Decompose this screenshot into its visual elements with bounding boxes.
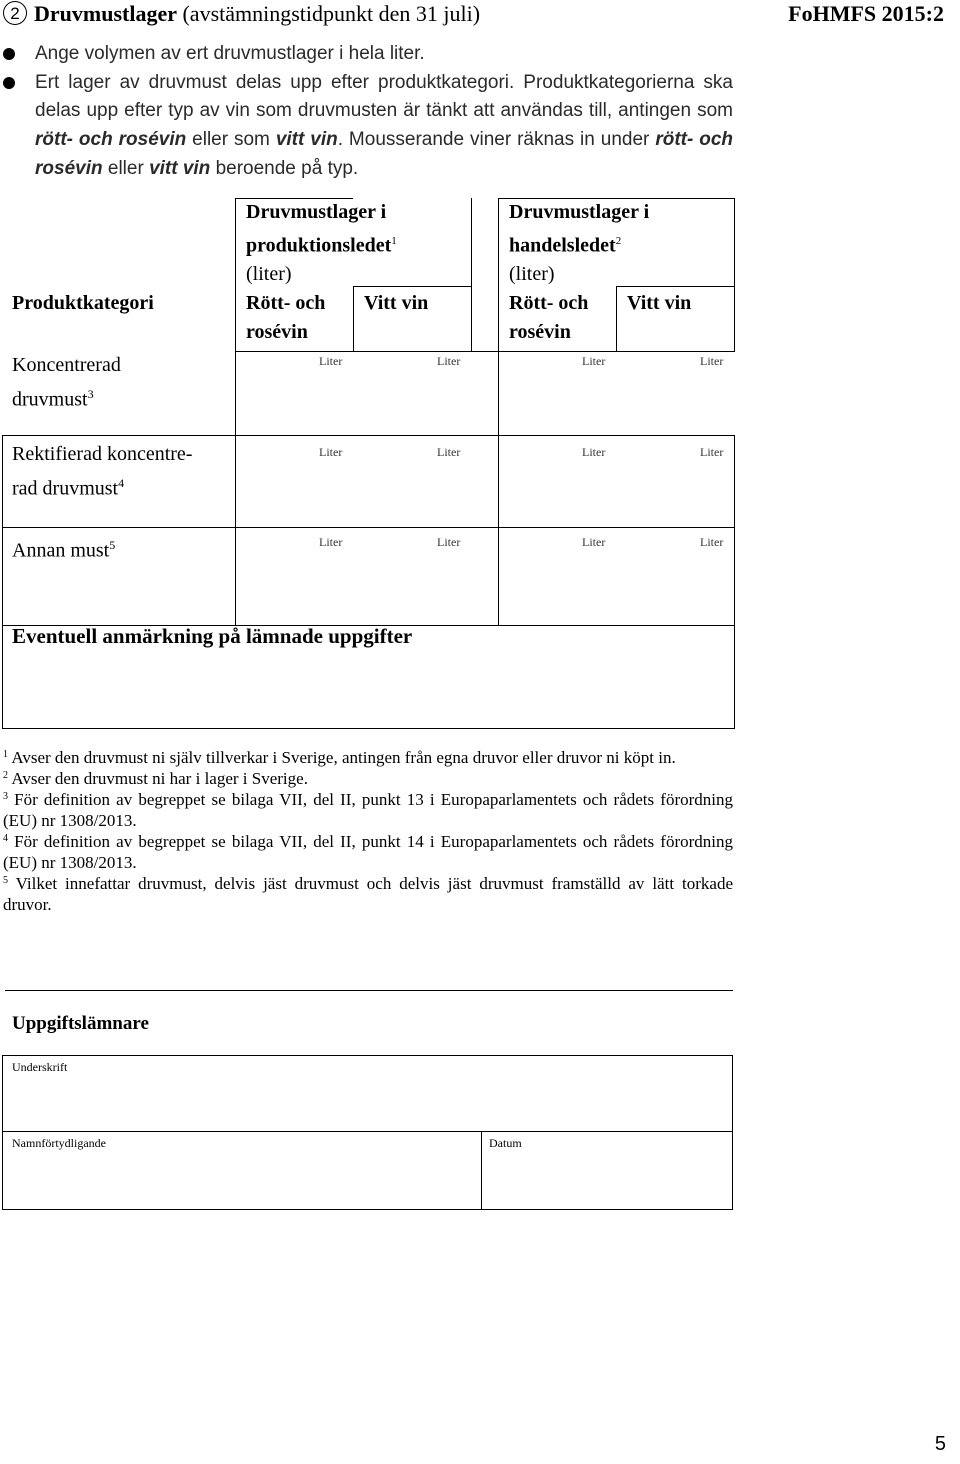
table-border bbox=[498, 198, 499, 625]
white-wine-header: Vitt vin bbox=[627, 292, 692, 314]
table-border bbox=[734, 435, 735, 729]
section-title: Druvmustlager bbox=[34, 1, 177, 26]
footnote-number: 1 bbox=[3, 749, 8, 760]
footnote-text: Avser den druvmust ni själv tillverkar i Sverige, antingen från egna druvor eller druvor ni köpt in. bbox=[11, 748, 676, 767]
footnote-ref: 5 bbox=[109, 538, 116, 552]
date-field[interactable] bbox=[482, 1132, 732, 1209]
row-label bbox=[12, 531, 115, 565]
white-wine-header: Vitt vin bbox=[364, 292, 429, 314]
section-subtitle: (avstämningstidpunkt den 31 juli) bbox=[176, 1, 481, 26]
footnote bbox=[3, 873, 733, 915]
liter-input-cell[interactable]: Liter bbox=[700, 445, 724, 459]
table-border bbox=[734, 198, 735, 351]
unit-text: (liter) bbox=[509, 262, 555, 285]
liter-input-cell[interactable]: Liter bbox=[700, 354, 724, 368]
row-label bbox=[12, 351, 121, 414]
submitter-title: Uppgiftslämnare bbox=[12, 1013, 149, 1034]
instruction-item bbox=[3, 40, 733, 69]
table-border bbox=[471, 198, 472, 351]
footnote-text: Avser den druvmust ni har i lager i Sverige. bbox=[11, 769, 308, 788]
table-border bbox=[235, 198, 236, 625]
table-border bbox=[616, 286, 617, 351]
instruction-text: Ange volymen av ert druvmustlager i hela liter. bbox=[35, 43, 425, 64]
grape-must-table bbox=[2, 198, 735, 728]
row-label-text: rad druvmust bbox=[12, 477, 119, 500]
table-border bbox=[498, 351, 735, 352]
remark-input-area[interactable] bbox=[3, 654, 734, 727]
header-line: Druvmustlager i bbox=[246, 201, 387, 223]
instruction-text: Ert lager av druvmust delas upp efter produktkategori. Produktkategorierna ska delas upp efter typ av vin som druvmusten är tänkt att användas till, antingen som bbox=[35, 71, 733, 122]
separator-line bbox=[5, 990, 733, 991]
unit-text: (liter) bbox=[246, 262, 292, 285]
liter-input-cell[interactable]: Liter bbox=[582, 354, 606, 368]
table-border bbox=[2, 728, 735, 729]
header-line: rosévin bbox=[246, 320, 308, 343]
bullet-icon bbox=[3, 48, 15, 60]
footnote-ref: 2 bbox=[615, 234, 622, 247]
page-number: 5 bbox=[934, 1433, 946, 1455]
trade-stock-header bbox=[509, 198, 649, 288]
row-label-line bbox=[12, 380, 121, 414]
emphasis: rött- och rosévin bbox=[35, 129, 734, 179]
liter-input-cell[interactable]: Liter bbox=[319, 354, 343, 368]
red-rose-header bbox=[246, 289, 325, 346]
footnotes bbox=[3, 747, 733, 915]
row-label-line: Koncentrerad bbox=[12, 354, 121, 376]
instruction-text: eller som bbox=[186, 129, 276, 151]
header-line bbox=[509, 227, 649, 260]
liter-input-cell[interactable]: Liter bbox=[582, 445, 606, 459]
liter-input-cell[interactable]: Liter bbox=[319, 445, 343, 459]
signature-box bbox=[2, 1055, 733, 1210]
section-number: 2 bbox=[3, 1, 27, 25]
footnote-ref: 1 bbox=[391, 234, 397, 247]
instruction-text: . Mousserande viner räknas in under bbox=[337, 129, 656, 151]
emphasis: vitt vin bbox=[149, 157, 211, 179]
footnote bbox=[3, 747, 733, 768]
category-header: Produktkategori bbox=[12, 292, 154, 314]
remark-label: Eventuell anmärkning på lämnade uppgifter bbox=[12, 624, 413, 648]
footnote-text: För definition av begreppet se bilaga VII, del II, punkt 13 i Europaparlamentets och rådets förordning (EU) nr 1308/2013. bbox=[3, 790, 734, 830]
row-label-text: druvmust bbox=[12, 388, 88, 411]
signature-label: Underskrift bbox=[12, 1060, 68, 1074]
production-stock-header bbox=[246, 198, 397, 288]
regulation-reference: FoHMFS 2015:2 bbox=[788, 1, 944, 26]
footnote-ref: 4 bbox=[118, 475, 125, 490]
footnote-ref: 3 bbox=[87, 386, 94, 401]
header-line: rosévin bbox=[509, 320, 571, 343]
row-label-line bbox=[12, 469, 192, 503]
footnote bbox=[3, 789, 733, 831]
name-clarification-label: Namnförtydligande bbox=[12, 1136, 106, 1150]
section-heading bbox=[3, 0, 480, 28]
footnote bbox=[3, 831, 733, 873]
table-border bbox=[2, 435, 735, 436]
liter-input-cell[interactable]: Liter bbox=[437, 445, 461, 459]
header-line bbox=[246, 227, 397, 260]
name-clarification-field[interactable] bbox=[3, 1132, 481, 1209]
footnote-number: 4 bbox=[3, 833, 8, 844]
header-line: Rött- och bbox=[246, 292, 326, 314]
instruction-text: beroende på typ. bbox=[210, 157, 359, 179]
footnote bbox=[3, 768, 733, 789]
bullet-icon bbox=[3, 77, 15, 89]
table-border bbox=[235, 351, 498, 352]
row-label-line: Rektifierad koncentre- bbox=[12, 443, 193, 465]
header-line: Rött- och bbox=[509, 292, 589, 314]
instruction-item bbox=[3, 69, 733, 184]
red-rose-header bbox=[509, 289, 588, 346]
header-line: Druvmustlager i bbox=[509, 201, 650, 223]
table-border bbox=[2, 527, 735, 528]
instruction-text: eller bbox=[102, 157, 150, 179]
date-label: Datum bbox=[489, 1136, 522, 1150]
emphasis: vitt vin bbox=[275, 129, 338, 151]
emphasis: rött- och rosévin bbox=[35, 129, 187, 151]
instructions bbox=[3, 40, 733, 184]
signature-field[interactable] bbox=[3, 1056, 732, 1131]
liter-input-cell[interactable]: Liter bbox=[319, 535, 343, 549]
footnote-number: 5 bbox=[3, 875, 8, 886]
liter-input-cell[interactable]: Liter bbox=[582, 535, 606, 549]
liter-input-cell[interactable]: Liter bbox=[437, 535, 461, 549]
row-label-text: Annan must bbox=[12, 539, 110, 562]
footnote-number: 2 bbox=[3, 770, 8, 781]
table-border bbox=[353, 286, 354, 351]
footnote-text: Vilket innefattar druvmust, delvis jäst druvmust och delvis jäst druvmust framställd av lätt torkade druvor. bbox=[3, 874, 733, 914]
liter-input-cell[interactable]: Liter bbox=[700, 535, 724, 549]
header-text: handelsledet bbox=[509, 234, 616, 257]
footnote-text: För definition av begreppet se bilaga VII, del II, punkt 14 i Europaparlamentets och rådets förordning (EU) nr 1308/2013. bbox=[3, 832, 734, 872]
row-label bbox=[12, 440, 192, 503]
header-text: produktionsledet bbox=[246, 234, 392, 257]
footnote-number: 3 bbox=[3, 791, 8, 802]
liter-input-cell[interactable]: Liter bbox=[437, 354, 461, 368]
